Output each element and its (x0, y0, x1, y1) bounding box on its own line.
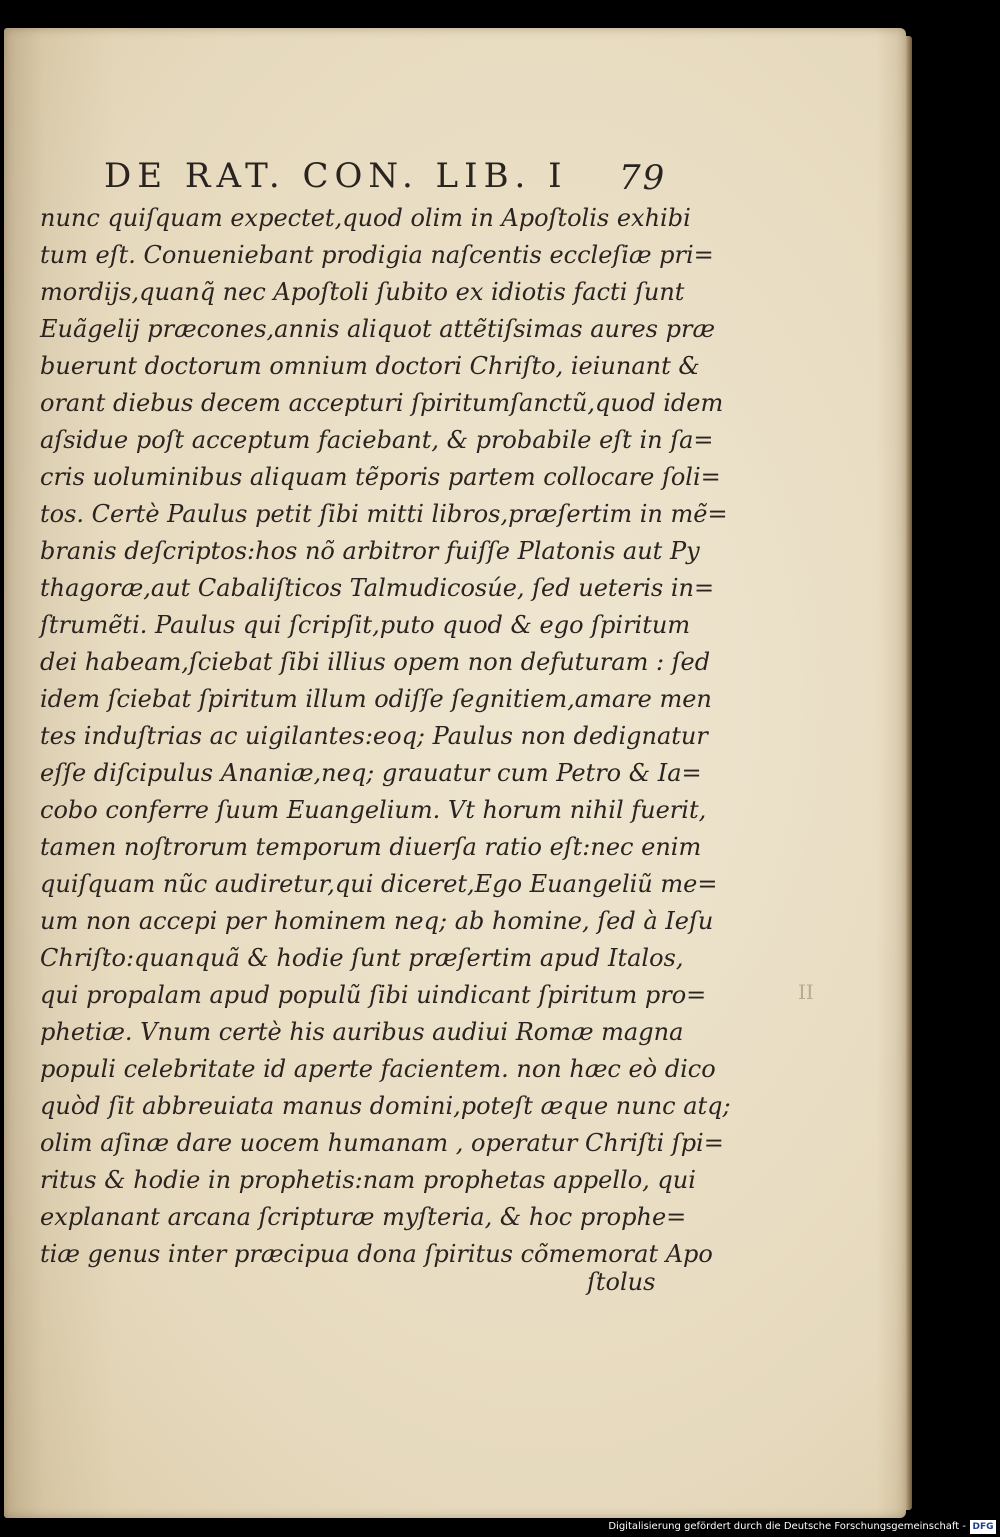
text-line: cris uoluminibus aliquam tẽporis partem collocare ſoli= (40, 463, 721, 491)
text-line: um non accepi per hominem neq; ab homine, ſed à Ieſu (40, 907, 714, 935)
catchword: ſtolus (587, 1268, 656, 1296)
text-line: cobo conferre ſuum Euangelium. Vt horum nihil fuerit, (40, 796, 707, 824)
text-line: ſtrumẽti. Paulus qui ſcripſit,puto quod & ego ſpiritum (40, 611, 691, 639)
text-line: tamen noſtrorum temporum diuerſa ratio eſt:nec enim (40, 833, 702, 861)
text-line: ritus & hodie in prophetis:nam prophetas appello, qui (40, 1166, 696, 1194)
text-line: branis deſcriptos:hos nõ arbitror fuiſſe Platonis aut Py (40, 537, 700, 565)
text-line: tos. Certè Paulus petit ſibi mitti libros,præſertim in mẽ= (40, 500, 728, 528)
text-line: buerunt doctorum omnium doctori Chriſto, ieiunant & (40, 352, 700, 380)
text-line: phetiæ. Vnum certè his auribus audiui Romæ magna (40, 1018, 684, 1046)
dfg-logo: DFG (970, 1520, 996, 1534)
text-line: explanant arcana ſcripturæ myſteria, & hoc prophe= (40, 1203, 687, 1231)
text-line: thagoræ,aut Cabaliſticos Talmudicosúe, ſed ueteris in= (40, 574, 715, 602)
text-line: tes induſtrias ac uigilantes:eoq; Paulus non dedignatur (40, 722, 708, 750)
text-line: Euãgelij præcones,annis aliquot attẽtiſsimas aures præ (40, 315, 715, 343)
text-line: eſſe diſcipulus Ananiæ,neq; grauatur cum Petro & Ia= (40, 759, 702, 787)
text-line: olim aſinæ dare uocem humanam , operatur Chriſti ſpi= (40, 1129, 724, 1157)
text-line: qui propalam apud populũ ſibi uindicant ſpiritum pro= (40, 981, 707, 1009)
book-page (4, 28, 906, 1518)
margin-mark: II (798, 980, 814, 1004)
text-line: orant diebus decem accepturi ſpiritumſanctũ,quod idem (40, 389, 724, 417)
text-line: Chriſto:quanquã & hodie ſunt præſertim apud Italos, (40, 944, 684, 972)
text-line: quiſquam nũc audiretur,qui diceret,Ego Euangeliũ me= (40, 870, 718, 898)
text-line: quòd ſit abbreuiata manus domini,poteſt æque nunc atq; (40, 1092, 731, 1120)
digitization-credit: Digitalisierung gefördert durch die Deutsche Forschungsgemeinschaft - (608, 1521, 966, 1532)
text-line: idem ſciebat ſpiritum illum odiſſe ſegnitiem,amare men (40, 685, 712, 713)
running-title: DE RAT. CON. LIB. I (104, 156, 568, 196)
running-head (104, 148, 667, 198)
text-line: nunc quiſquam expectet,quod olim in Apoſtolis exhibi (40, 204, 691, 232)
text-line: tiæ genus inter præcipua dona ſpiritus cõmemorat Apo (40, 1240, 713, 1268)
text-line: aſsidue poſt acceptum faciebant, & probabile eſt in ſa= (40, 426, 714, 454)
folio-number: 79 (619, 158, 667, 198)
text-line: mordijs,quanq̃ nec Apoſtoli ſubito ex idiotis facti ſunt (40, 278, 685, 306)
body-text (40, 200, 731, 1273)
text-line: dei habeam,ſciebat ſibi illius opem non defuturam : ſed (40, 648, 711, 676)
text-line: tum eſt. Conueniebant prodigia naſcentis eccleſiæ pri= (40, 241, 714, 269)
page-edge (906, 36, 912, 1510)
text-line: populi celebritate id aperte facientem. non hæc eò dico (40, 1055, 716, 1083)
